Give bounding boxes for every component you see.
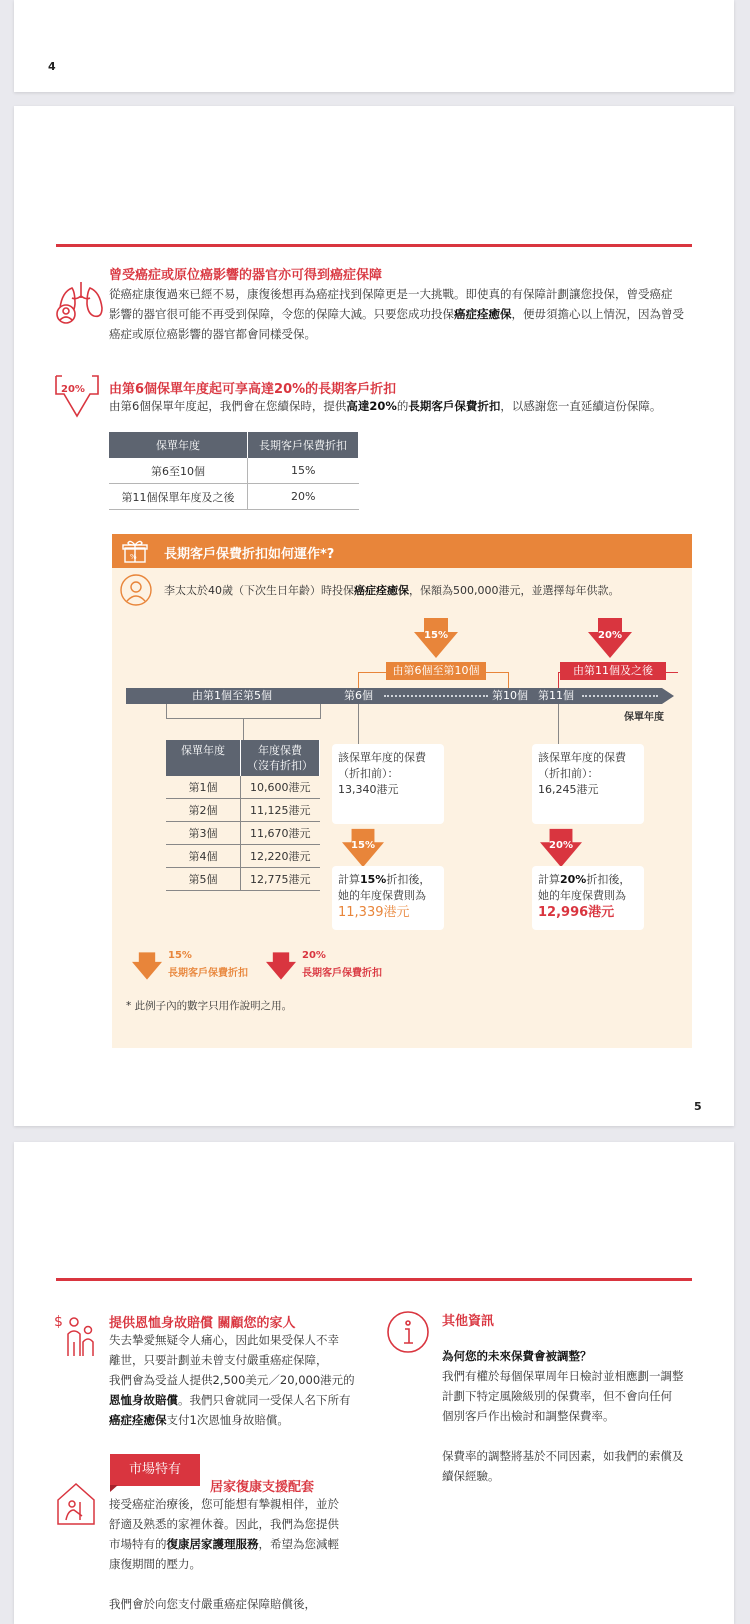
section-body: 由第6個保單年度起，我們會在您續保時，提供高達20%的長期客戶保費折扣，以感謝您一直延續這份保障。	[109, 399, 662, 413]
legend-arrow-15-icon	[132, 952, 162, 980]
family-dollar-icon	[54, 1312, 102, 1360]
page-6	[14, 1142, 734, 1624]
premium-before-card-11: 該保單年度的保費 （折扣前）： 16,245港元	[532, 744, 644, 824]
legend-pct: 20%	[302, 950, 326, 961]
example-intro: 李太太於40歲（下次生日年齡）時投保癌症痊癒保，保額為500,000港元，並選擇每年供款。	[164, 584, 620, 597]
example-box-header	[112, 534, 692, 568]
faq-question: 為何您的未來保費會被調整？	[442, 1349, 592, 1363]
svg-text:$: $	[54, 1314, 63, 1330]
discount-arrow-icon	[54, 374, 100, 418]
table-row: 第4個 12,220港元	[166, 845, 320, 868]
timeline-label: 第11個	[538, 689, 574, 702]
discounted-premium: 12,996港元	[538, 905, 615, 920]
body-line: 癌症或原位癌影響的器官都會同樣受保。	[109, 327, 316, 341]
section-body: 我們有權於每個保單周年日檢討並相應劃一調整 計劃下特定風險級別的保費率，但不會向任何 個別客戶作出檢討和調整保費率。 保費率的調整將基於不同因素，如我們的索償及 續保經驗。	[442, 1369, 684, 1483]
section-title: 由第6個保單年度起可享高達20%的長期客戶折扣	[109, 382, 397, 397]
axis-label: 保單年度	[624, 712, 664, 723]
legend-pct: 15%	[168, 950, 192, 961]
section-divider	[56, 1278, 692, 1281]
body-line: 從癌症康復過來已經不易，康復後想再為癌症找到保障更是一大挑戰。即使真的有保障計劃讓您投保，曾受癌症	[109, 287, 673, 301]
market-exclusive-badge: 市場特有	[110, 1454, 200, 1486]
table-row: 第2個 11,125港元	[166, 799, 320, 822]
arrow-15-label: 15%	[351, 840, 375, 851]
discounted-premium: 11,339港元	[338, 905, 410, 920]
table-row: 第3個 11,670港元	[166, 822, 320, 845]
arrow-15-label: 15%	[424, 630, 448, 641]
column-header: 年度保費 （沒有折扣）	[241, 740, 320, 776]
timeline-label: 由第1個至第5個	[192, 689, 272, 702]
footnote: * 此例子內的數字只用作說明之用。	[126, 1000, 293, 1012]
premium-after-card-15: 計算15%折扣後， 她的年度保費則為 11,339港元	[332, 866, 444, 930]
info-icon	[386, 1310, 430, 1354]
section-divider	[56, 244, 692, 247]
person-avatar-icon	[120, 574, 152, 606]
page-number: 4	[48, 60, 56, 73]
section-title: 其他資訊	[442, 1314, 495, 1329]
discount-table	[109, 432, 359, 510]
table-header	[109, 432, 359, 458]
section-body: 失去摯愛無疑令人痛心，因此如果受保人不幸 離世，只要計劃並未曾支付嚴重癌症保障， 我們會為受益人提供2,500美元／20,000港元的 恩恤身故賠償。我們只會就同一受保人名下所有 癌症痊癒保支付1次恩恤身故賠償。	[109, 1333, 355, 1427]
timeline-arrow-icon	[662, 688, 674, 704]
body-line: 影響的器官很可能不再受到保障，令您的保障大減。只要您成功投保癌症痊癒保，便毋須擔心以上情況，因為曾受	[109, 307, 684, 321]
discount-icon-label: 20%	[61, 384, 85, 395]
section-title: 居家復康支援配套	[210, 1480, 315, 1495]
premium-after-card-20: 計算20%折扣後， 她的年度保費則為 12,996港元	[532, 866, 644, 930]
home-care-icon	[54, 1480, 98, 1526]
svg-text:%: %	[130, 553, 137, 561]
table-row: 第1個 10,600港元	[166, 776, 320, 799]
premium-before-card-6: 該保單年度的保費 （折扣前）： 13,340港元	[332, 744, 444, 824]
legend-arrow-20-icon	[266, 952, 296, 980]
period-label-11: 由第11個及之後	[560, 662, 666, 680]
section-title: 曾受癌症或原位癌影響的器官亦可得到癌症保障	[109, 268, 383, 283]
table-row: 第5個 12,775港元	[166, 868, 320, 891]
page-4	[14, 0, 734, 92]
column-header: 保單年度	[109, 432, 248, 458]
gift-icon	[122, 539, 148, 565]
table-header	[166, 740, 320, 776]
timeline-label: 第6個	[344, 689, 373, 702]
section-title: 提供恩恤身故賠償 關顧您的家人	[109, 1316, 296, 1331]
page-5	[14, 106, 734, 1126]
lungs-icon	[54, 278, 108, 328]
column-header: 保單年度	[166, 740, 241, 776]
arrow-20-label: 20%	[598, 630, 622, 641]
legend-text: 長期客戶保費折扣	[302, 968, 382, 979]
table-row: 第6至10個 15%	[109, 458, 359, 484]
product-name: 癌症痊癒保	[454, 307, 512, 321]
period-label-6-10: 由第6個至第10個	[386, 662, 486, 680]
section-body: 接受癌症治療後，您可能想有摯親相伴，並於 舒適及熟悉的家裡休養。因此，我們為您提供 市場特有的復康居家護理服務，希望為您減輕 康復期間的壓力。 我們會於向您支付嚴重癌症保障賠償後，	[109, 1497, 339, 1611]
column-header: 長期客戶保費折扣	[248, 432, 359, 458]
legend-text: 長期客戶保費折扣	[168, 968, 248, 979]
arrow-20-label: 20%	[549, 840, 573, 851]
table-row: 第11個保單年度及之後 20%	[109, 484, 359, 510]
premium-table	[166, 740, 320, 891]
example-box	[112, 534, 692, 1048]
page-number: 5	[694, 1100, 702, 1113]
example-box-title: 長期客戶保費折扣如何運作*?	[164, 547, 335, 562]
timeline-label: 第10個	[492, 689, 528, 702]
section-body	[109, 284, 689, 344]
